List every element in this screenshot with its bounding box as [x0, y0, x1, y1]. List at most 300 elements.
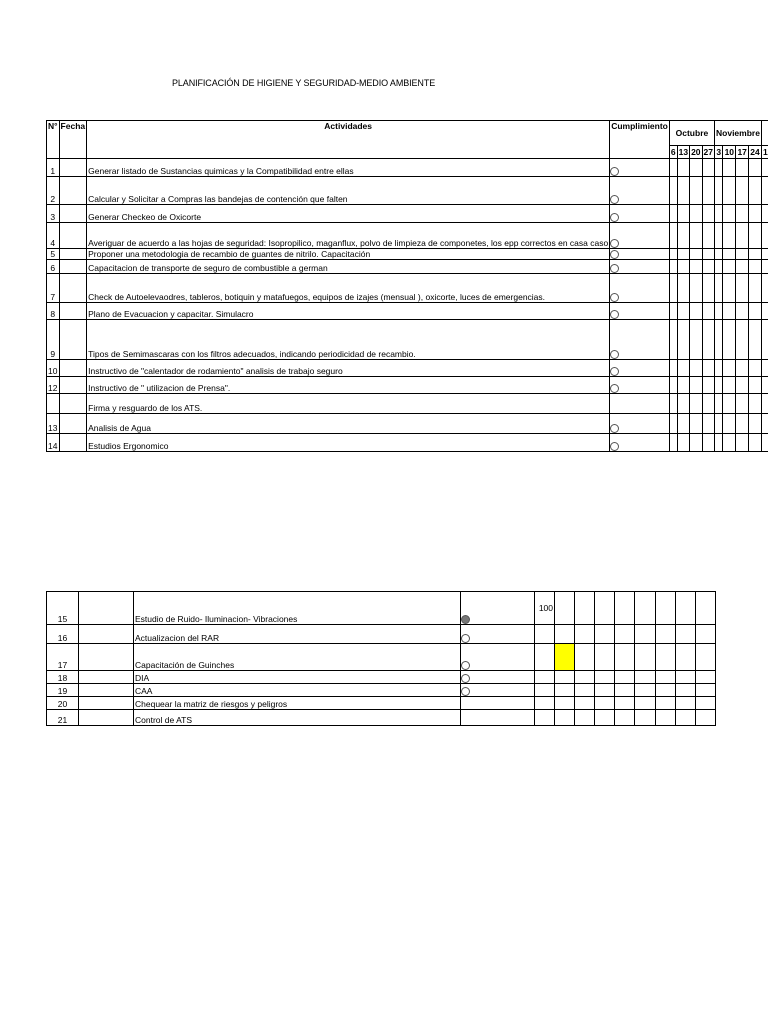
row-fecha [59, 360, 87, 377]
week-cell [696, 671, 716, 684]
row-number: 5 [47, 249, 60, 260]
table-row [47, 644, 716, 671]
week-cell [690, 434, 702, 452]
week-cell [595, 684, 615, 697]
week-cell [676, 625, 696, 644]
status-empty-circle-icon [610, 195, 619, 204]
row-cumplimiento [610, 159, 670, 177]
week-cell [761, 320, 768, 360]
week-cell [702, 320, 714, 360]
row-cumplimiento [461, 592, 535, 625]
week-cell [761, 303, 768, 320]
week-cell [690, 260, 702, 274]
week-cell [715, 360, 723, 377]
status-empty-circle-icon [610, 293, 619, 302]
week-cell [669, 249, 677, 260]
row-number: 20 [47, 697, 79, 710]
row-cumplimiento [610, 260, 670, 274]
week-cell [736, 394, 749, 414]
row-actividad: Tipos de Semimascaras con los filtros adecuados, indicando periodicidad de recambio. [87, 320, 610, 360]
status-empty-circle-icon [461, 687, 470, 696]
status-empty-circle-icon [610, 350, 619, 359]
week-cell [690, 159, 702, 177]
week-cell [736, 303, 749, 320]
week-cell [723, 260, 736, 274]
status-empty-circle-icon [610, 239, 619, 248]
table-row [47, 434, 768, 452]
row-actividad: Capacitacion de transporte de seguro de combustible a german [87, 260, 610, 274]
week-cell [676, 592, 696, 625]
row-fecha [59, 205, 87, 223]
row-number: 6 [47, 260, 60, 274]
row-number: 16 [47, 625, 79, 644]
week-cell [736, 249, 749, 260]
week-cell [715, 260, 723, 274]
row-number: 4 [47, 223, 60, 249]
week-cell [690, 360, 702, 377]
week-cell [723, 320, 736, 360]
status-empty-circle-icon [461, 674, 470, 683]
week-oct-27: 27 [703, 147, 714, 157]
row-fecha [59, 394, 87, 414]
week-oct-6: 6 [670, 147, 676, 157]
row-number: 15 [47, 592, 79, 625]
table-row [47, 303, 768, 320]
row-cumplimiento [461, 684, 535, 697]
row-cumplimiento [610, 377, 670, 394]
row-number: 10 [47, 360, 60, 377]
row-number: 7 [47, 274, 60, 303]
week-cell [715, 394, 723, 414]
week-cell [702, 249, 714, 260]
row-actividad: Estudio de Ruido- Iluminacion- Vibraciones [134, 592, 461, 625]
week-cell [749, 320, 762, 360]
week-oct-13: 13 [678, 147, 689, 157]
row-fecha [59, 223, 87, 249]
week-cell [595, 644, 615, 671]
row-actividad: Control de ATS [134, 710, 461, 726]
week-cell [723, 249, 736, 260]
week-cell [555, 684, 575, 697]
table-row [47, 710, 716, 726]
status-empty-circle-icon [610, 424, 619, 433]
week-cell [736, 377, 749, 394]
week-cell [669, 274, 677, 303]
header-noviembre: Noviembre [715, 121, 762, 146]
week-cell [715, 320, 723, 360]
week-cell [749, 360, 762, 377]
week-cell [555, 592, 575, 625]
week-cell [677, 223, 689, 249]
row-fecha [59, 414, 87, 434]
week-cell [723, 274, 736, 303]
week-nov-17: 17 [737, 147, 747, 157]
row-number: 12 [47, 377, 60, 394]
week-cell [761, 414, 768, 434]
week-cell [715, 434, 723, 452]
status-empty-circle-icon [461, 661, 470, 670]
status-empty-circle-icon [461, 634, 470, 643]
week-cell [690, 205, 702, 223]
week-cell [575, 684, 595, 697]
row-cumplimiento [610, 303, 670, 320]
week-cell [595, 710, 615, 726]
week-cell [555, 710, 575, 726]
week-cell [736, 274, 749, 303]
week-cell [696, 710, 716, 726]
week-cell [669, 414, 677, 434]
week-cell [575, 644, 595, 671]
week-cell [595, 671, 615, 684]
row-fecha [79, 684, 134, 697]
week-cell [690, 223, 702, 249]
week-cell [723, 159, 736, 177]
week-cell [702, 159, 714, 177]
week-cell [723, 177, 736, 205]
week-cell [723, 377, 736, 394]
row-fecha [79, 625, 134, 644]
row-number: 3 [47, 205, 60, 223]
week-cell [736, 360, 749, 377]
week-cell [696, 592, 716, 625]
week-cell [761, 360, 768, 377]
row-actividad: Plano de Evacuacion y capacitar. Simulacro [87, 303, 610, 320]
week-cell [715, 223, 723, 249]
week-cell [749, 205, 762, 223]
week-cell [635, 710, 656, 726]
week-cell [749, 223, 762, 249]
row-cumplimiento [610, 205, 670, 223]
week-cell [702, 377, 714, 394]
week-cell [615, 644, 635, 671]
row-actividad: Instructivo de "calentador de rodamiento" analisis de trabajo seguro [87, 360, 610, 377]
status-empty-circle-icon [610, 213, 619, 222]
row-cumplimiento [461, 697, 535, 710]
row-fecha [79, 710, 134, 726]
week-cell [669, 377, 677, 394]
table-row [47, 394, 768, 414]
row-actividad: Capacitación de Guinches [134, 644, 461, 671]
week-cell [555, 625, 575, 644]
row-number: 13 [47, 414, 60, 434]
table-row [47, 697, 716, 710]
week-cell [723, 434, 736, 452]
header-cumplimiento: Cumplimiento [610, 121, 670, 159]
row-fecha [59, 260, 87, 274]
row-actividad: Analisis de Agua [87, 414, 610, 434]
week-cell [677, 377, 689, 394]
row-number: 21 [47, 710, 79, 726]
row-cumplimiento [610, 223, 670, 249]
week-cell [715, 303, 723, 320]
week-cell [615, 625, 635, 644]
week-cell [615, 684, 635, 697]
week-nov-10: 10 [724, 147, 735, 157]
week-cell [690, 177, 702, 205]
week-cell [749, 159, 762, 177]
row-cumplimiento [461, 644, 535, 671]
row-number: 17 [47, 644, 79, 671]
week-cell [723, 303, 736, 320]
week-cell [535, 710, 555, 726]
week-cell [715, 177, 723, 205]
week-cell [696, 644, 716, 671]
week-cell [676, 684, 696, 697]
row-fecha [79, 697, 134, 710]
week-cell [635, 697, 656, 710]
row-number: 1 [47, 159, 60, 177]
row-actividad: Chequear la matriz de riesgos y peligros [134, 697, 461, 710]
week-cell [761, 377, 768, 394]
row-cumplimiento [610, 360, 670, 377]
table-row [47, 177, 768, 205]
week-cell [690, 249, 702, 260]
table-row [47, 414, 768, 434]
week-cell [656, 644, 676, 671]
week-cell [761, 223, 768, 249]
row-actividad: Generar listado de Sustancias quimicas y la Compatibilidad entre ellas [87, 159, 610, 177]
row-cumplimiento [461, 625, 535, 644]
week-cell [677, 274, 689, 303]
week-cell [669, 434, 677, 452]
week-cell [736, 320, 749, 360]
week-cell [669, 303, 677, 320]
row-cumplimiento [610, 320, 670, 360]
row-fecha [59, 434, 87, 452]
header-fecha: Fecha [59, 121, 87, 159]
week-cell [761, 249, 768, 260]
week-cell [575, 697, 595, 710]
table-row [47, 625, 716, 644]
row-number: 19 [47, 684, 79, 697]
week-cell [749, 303, 762, 320]
header-next-month [761, 121, 768, 146]
row-actividad: Averiguar de acuerdo a las hojas de seguridad: Isopropilico, maganflux, polvo de limpieza de componetes, los epp correctos en casa caso [87, 223, 610, 249]
planning-table [46, 120, 768, 452]
header-row [47, 121, 768, 146]
week-cell [575, 710, 595, 726]
row-fecha [59, 177, 87, 205]
week-cell [715, 274, 723, 303]
row-fecha [59, 159, 87, 177]
week-dec-1: 1 [762, 147, 768, 157]
week-cell [702, 260, 714, 274]
week-cell [749, 377, 762, 394]
week-cell [677, 177, 689, 205]
week-cell [723, 414, 736, 434]
table-row [47, 377, 768, 394]
row-fecha [59, 320, 87, 360]
row-cumplimiento [610, 274, 670, 303]
week-cell [669, 159, 677, 177]
week-cell [669, 177, 677, 205]
week-cell [761, 205, 768, 223]
row-fecha [79, 644, 134, 671]
week-cell [535, 671, 555, 684]
row-number: 14 [47, 434, 60, 452]
week-cell [690, 274, 702, 303]
week-cell [676, 671, 696, 684]
row-number: 8 [47, 303, 60, 320]
week-cell [656, 592, 676, 625]
week-cell [575, 625, 595, 644]
week-cell [635, 592, 656, 625]
table-row [47, 260, 768, 274]
status-filled-circle-icon [461, 615, 470, 624]
status-empty-circle-icon [610, 264, 619, 273]
week-cell [736, 223, 749, 249]
week-cell [761, 434, 768, 452]
row-number: 9 [47, 320, 60, 360]
week-cell [702, 434, 714, 452]
week-cell [535, 644, 555, 671]
week-cell [535, 697, 555, 710]
week-cell [677, 159, 689, 177]
row-actividad: CAA [134, 684, 461, 697]
week-cell [761, 274, 768, 303]
week-cell [702, 394, 714, 414]
row-actividad: Instructivo de " utilizacion de Prensa". [87, 377, 610, 394]
row-cumplimiento [610, 414, 670, 434]
week-cell [702, 223, 714, 249]
table-row [47, 249, 768, 260]
week-cell [669, 260, 677, 274]
week-cell [723, 394, 736, 414]
week-cell [555, 697, 575, 710]
week-nov-24: 24 [750, 147, 760, 157]
row-actividad: Check de Autoelevaodres, tableros, botiquin y matafuegos, equipos de izajes (mensual ), oxicorte, luces de emergencias. [87, 274, 610, 303]
week-cell [656, 710, 676, 726]
header-actividades: Actividades [87, 121, 610, 159]
week-cell-highlighted [555, 644, 575, 671]
week-cell [555, 671, 575, 684]
week-cell [749, 260, 762, 274]
week-cell [635, 671, 656, 684]
week-cell [761, 159, 768, 177]
week-cell [575, 671, 595, 684]
row-cumplimiento [610, 394, 670, 414]
table-row [47, 671, 716, 684]
week-cell [696, 697, 716, 710]
week-cell [736, 260, 749, 274]
row-cumplimiento [610, 249, 670, 260]
week-cell [595, 697, 615, 710]
page-title: PLANIFICACIÓN DE HIGIENE Y SEGURIDAD-MEDIO AMBIENTE [172, 78, 436, 88]
week-cell [677, 260, 689, 274]
week-cell [535, 625, 555, 644]
table-row [47, 360, 768, 377]
status-empty-circle-icon [610, 367, 619, 376]
week-cell [749, 249, 762, 260]
row-cumplimiento [610, 434, 670, 452]
week-cell [736, 414, 749, 434]
week-cell [575, 592, 595, 625]
week-cell [715, 205, 723, 223]
status-empty-circle-icon [610, 442, 619, 451]
table-row [47, 684, 716, 697]
row-number: 18 [47, 671, 79, 684]
week-cell [676, 644, 696, 671]
week-cell [677, 360, 689, 377]
row-actividad: Estudios Ergonomico [87, 434, 610, 452]
week-cell [669, 320, 677, 360]
week-cell [676, 710, 696, 726]
row-actividad: Calcular y Solicitar a Compras las bandejas de contención que falten [87, 177, 610, 205]
week-cell [615, 697, 635, 710]
week-cell [656, 625, 676, 644]
week-cell [761, 260, 768, 274]
table-row [47, 274, 768, 303]
week-cell [656, 697, 676, 710]
row-number [47, 394, 60, 414]
week-cell [702, 274, 714, 303]
week-cell [715, 414, 723, 434]
table-row [47, 205, 768, 223]
row-fecha [79, 671, 134, 684]
week-cell [656, 671, 676, 684]
week-cell [615, 671, 635, 684]
week-cell [690, 320, 702, 360]
week-cell [723, 360, 736, 377]
header-octubre: Octubre [669, 121, 714, 146]
week-cell [702, 177, 714, 205]
week-cell [676, 697, 696, 710]
week-cell [723, 205, 736, 223]
week-cell [615, 592, 635, 625]
week-nov-3: 3 [716, 147, 722, 157]
week-cell [736, 159, 749, 177]
week-cell [749, 177, 762, 205]
week-cell [761, 394, 768, 414]
week-cell [635, 644, 656, 671]
row-cumplimiento [461, 710, 535, 726]
week-cell [677, 249, 689, 260]
row-fecha [59, 274, 87, 303]
week-cell [677, 205, 689, 223]
table-row [47, 159, 768, 177]
row-actividad: Actualizacion del RAR [134, 625, 461, 644]
week-cell [690, 303, 702, 320]
week-cell [677, 320, 689, 360]
planning-table-continued [46, 591, 716, 726]
week-cell [761, 177, 768, 205]
week-cell [669, 223, 677, 249]
week-cell: 100 [535, 592, 555, 625]
week-cell [690, 394, 702, 414]
week-cell [736, 177, 749, 205]
status-empty-circle-icon [610, 250, 619, 259]
week-cell [635, 684, 656, 697]
status-empty-circle-icon [610, 384, 619, 393]
row-actividad: DIA [134, 671, 461, 684]
week-cell [615, 710, 635, 726]
row-actividad: Firma y resguardo de los ATS. [87, 394, 610, 414]
header-no: N° [47, 121, 60, 159]
week-cell [535, 684, 555, 697]
week-cell [736, 205, 749, 223]
week-cell [715, 159, 723, 177]
week-cell [723, 223, 736, 249]
week-cell [690, 414, 702, 434]
row-fecha [59, 303, 87, 320]
week-cell [749, 274, 762, 303]
week-oct-20: 20 [691, 147, 701, 157]
week-cell [749, 434, 762, 452]
week-cell [736, 434, 749, 452]
row-fecha [59, 249, 87, 260]
week-cell [669, 360, 677, 377]
week-cell [696, 684, 716, 697]
